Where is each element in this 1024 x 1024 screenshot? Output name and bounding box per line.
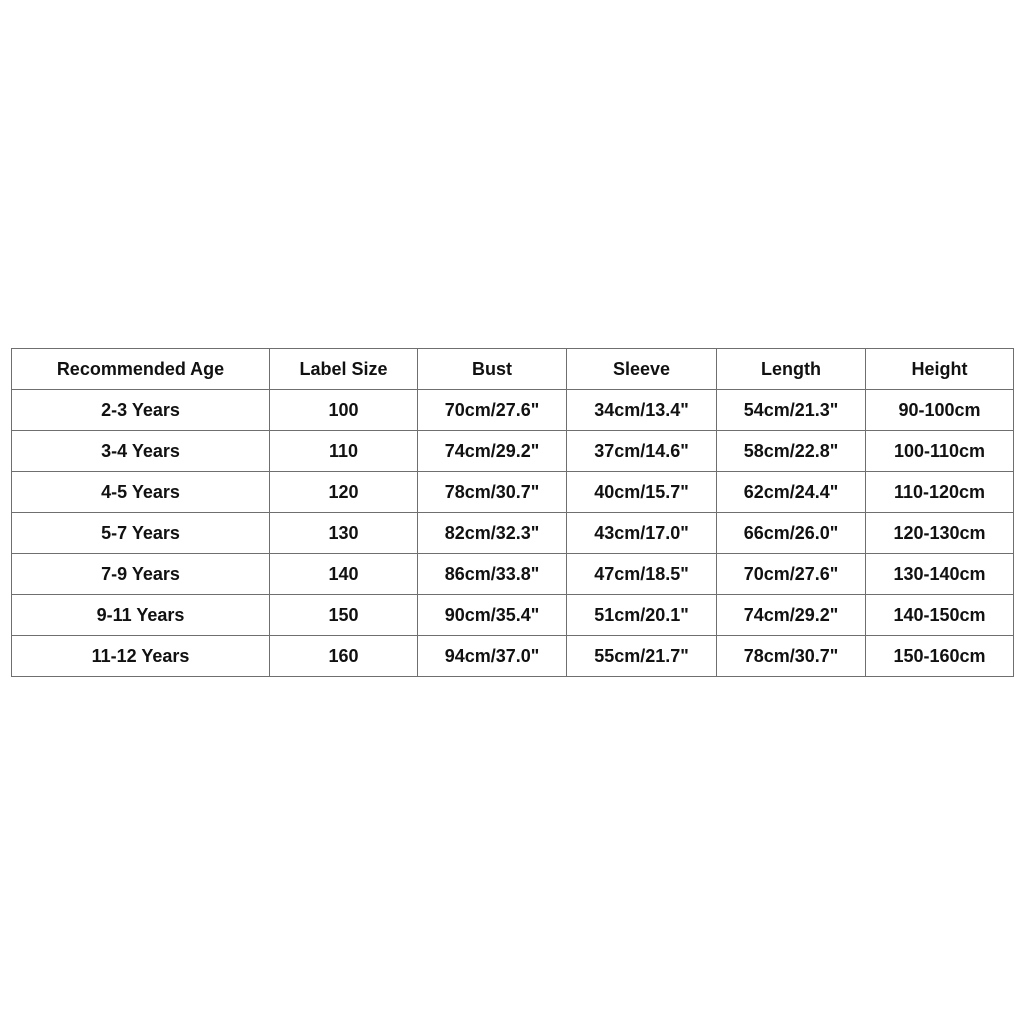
cell-length: 62cm/24.4" bbox=[717, 472, 866, 513]
cell-label-size: 110 bbox=[270, 431, 418, 472]
table-row bbox=[12, 513, 1014, 554]
cell-sleeve: 34cm/13.4" bbox=[567, 390, 717, 431]
cell-age: 11-12 Years bbox=[12, 636, 270, 677]
header-cell-recommended-age: Recommended Age bbox=[12, 349, 270, 390]
cell-height: 100-110cm bbox=[866, 431, 1014, 472]
header-cell-length: Length bbox=[717, 349, 866, 390]
table-row bbox=[12, 390, 1014, 431]
cell-sleeve: 47cm/18.5" bbox=[567, 554, 717, 595]
cell-bust: 74cm/29.2" bbox=[418, 431, 567, 472]
cell-sleeve: 51cm/20.1" bbox=[567, 595, 717, 636]
table-row bbox=[12, 431, 1014, 472]
cell-length: 70cm/27.6" bbox=[717, 554, 866, 595]
cell-height: 110-120cm bbox=[866, 472, 1014, 513]
cell-age: 3-4 Years bbox=[12, 431, 270, 472]
cell-age: 5-7 Years bbox=[12, 513, 270, 554]
table-row bbox=[12, 636, 1014, 677]
table-row bbox=[12, 472, 1014, 513]
cell-bust: 78cm/30.7" bbox=[418, 472, 567, 513]
table-row bbox=[12, 595, 1014, 636]
header-cell-height: Height bbox=[866, 349, 1014, 390]
cell-bust: 94cm/37.0" bbox=[418, 636, 567, 677]
cell-sleeve: 37cm/14.6" bbox=[567, 431, 717, 472]
cell-length: 74cm/29.2" bbox=[717, 595, 866, 636]
cell-bust: 82cm/32.3" bbox=[418, 513, 567, 554]
header-cell-bust: Bust bbox=[418, 349, 567, 390]
cell-length: 78cm/30.7" bbox=[717, 636, 866, 677]
cell-height: 90-100cm bbox=[866, 390, 1014, 431]
cell-bust: 86cm/33.8" bbox=[418, 554, 567, 595]
cell-length: 66cm/26.0" bbox=[717, 513, 866, 554]
cell-age: 7-9 Years bbox=[12, 554, 270, 595]
size-chart-table bbox=[11, 348, 1014, 677]
cell-length: 58cm/22.8" bbox=[717, 431, 866, 472]
cell-sleeve: 40cm/15.7" bbox=[567, 472, 717, 513]
cell-label-size: 130 bbox=[270, 513, 418, 554]
header-cell-label-size: Label Size bbox=[270, 349, 418, 390]
cell-bust: 70cm/27.6" bbox=[418, 390, 567, 431]
cell-age: 4-5 Years bbox=[12, 472, 270, 513]
cell-label-size: 120 bbox=[270, 472, 418, 513]
cell-age: 2-3 Years bbox=[12, 390, 270, 431]
cell-label-size: 100 bbox=[270, 390, 418, 431]
header-cell-sleeve: Sleeve bbox=[567, 349, 717, 390]
cell-sleeve: 55cm/21.7" bbox=[567, 636, 717, 677]
cell-height: 130-140cm bbox=[866, 554, 1014, 595]
cell-label-size: 150 bbox=[270, 595, 418, 636]
cell-label-size: 160 bbox=[270, 636, 418, 677]
header-row bbox=[12, 349, 1014, 390]
cell-age: 9-11 Years bbox=[12, 595, 270, 636]
cell-height: 150-160cm bbox=[866, 636, 1014, 677]
cell-label-size: 140 bbox=[270, 554, 418, 595]
cell-bust: 90cm/35.4" bbox=[418, 595, 567, 636]
cell-height: 140-150cm bbox=[866, 595, 1014, 636]
table-row bbox=[12, 554, 1014, 595]
cell-length: 54cm/21.3" bbox=[717, 390, 866, 431]
cell-sleeve: 43cm/17.0" bbox=[567, 513, 717, 554]
cell-height: 120-130cm bbox=[866, 513, 1014, 554]
